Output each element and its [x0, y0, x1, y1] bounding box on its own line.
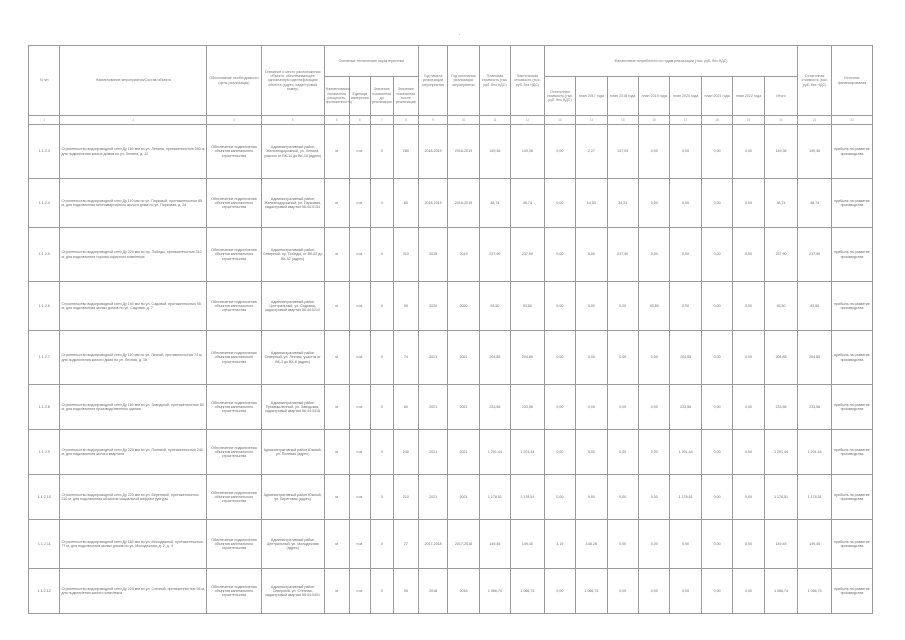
row-year-2017: 14,53 [576, 179, 607, 228]
row-name: Строительство водопроводной сети Ду 110 мм по ул. Лесной, протяженностью 74 м, для подключения жилого дома по ул. Лесная, д. 18 [60, 331, 207, 385]
col-header-cap-unit: Наименование показателя (мощность, протяженность) [324, 77, 349, 116]
row-cap-unit2: п.м. [349, 520, 370, 569]
row-cap-before: 0 [370, 520, 393, 569]
row-cap-after: 74 [393, 331, 418, 385]
table-row [29, 125, 873, 179]
row-cap-after: 95 [393, 282, 418, 331]
col-header-year-2021: план 2021 года [701, 77, 732, 116]
row-year-end: 2021 [448, 331, 479, 385]
col-number: 15 [607, 116, 638, 125]
row-year-2021: 0,00 [701, 385, 732, 430]
row-number: 1.1.2.10 [29, 475, 60, 520]
row-year-2020: 1 201,44 [670, 430, 701, 475]
row-cost-actual: 1 201,44 [511, 430, 545, 475]
row-cost-actual: 48,74 [511, 179, 545, 228]
row-total: 48,74 [764, 179, 798, 228]
row-year-2019: 0,00 [639, 569, 670, 614]
row-year-2018: 147,09 [607, 125, 638, 179]
col-number: 8 [393, 116, 418, 125]
row-year-2022: 0,00 [733, 179, 764, 228]
row-cap-after: 210 [393, 475, 418, 520]
row-cap-before: 0 [370, 430, 393, 475]
row-name: Строительство водопроводной сети Ду 110 мм по ул. Парковой, протяженностью 85 м, для подключения многоквартирного жилого дома по ул. Парковая, д. 24 [60, 179, 207, 228]
row-year-2022: 0,00 [733, 228, 764, 282]
row-number: 1.1.2.5 [29, 228, 60, 282]
row-year-2020: 1 178,51 [670, 475, 701, 520]
row-number: 1.1.2.3 [29, 125, 60, 179]
table-row [29, 475, 873, 520]
document-sheet [28, 45, 873, 614]
row-year-2022: 0,00 [733, 520, 764, 569]
row-cost-actual: 149,45 [511, 520, 545, 569]
col-header-year-2020: план 2020 года [670, 77, 701, 116]
row-description: Административный район Северный, ул. Лесная, участок от ВК-3 до ВК-6 (адрес) [261, 331, 324, 385]
row-cap-unit2: п.м. [349, 430, 370, 475]
row-description: Административный район Северный, ул. Степная, кадастровый квартал 56:44:0401 [261, 569, 324, 614]
row-cap-before: 0 [370, 228, 393, 282]
row-total: 1 066,74 [764, 569, 798, 614]
row-cap-before: 0 [370, 125, 393, 179]
row-remain: 0,00 [544, 331, 575, 385]
row-source: прибыль на развитие производства [831, 228, 872, 282]
row-remain: 0,00 [544, 282, 575, 331]
row-year-2022: 0,00 [733, 569, 764, 614]
row-total: 204,85 [764, 331, 798, 385]
row-year-2017: 2,27 [576, 125, 607, 179]
row-source: прибыль на развитие производства [831, 430, 872, 475]
col-number: 4 [261, 116, 324, 125]
row-year-2020: 0,00 [670, 282, 701, 331]
row-cost-prognosis: 1 178,51 [479, 475, 510, 520]
row-cap-after: 60 [393, 385, 418, 430]
row-year-2022: 0,00 [733, 331, 764, 385]
row-total: 237,90 [764, 228, 798, 282]
row-source: прибыль на развитие производства [831, 475, 872, 520]
row-remain: 0,00 [544, 125, 575, 179]
row-year-2021: 0,00 [701, 520, 732, 569]
col-header-finance-group: Финансовые потребности по годам реализации (тыс. руб. без НДС) [544, 46, 798, 77]
row-year-end: 2017-2018 [448, 520, 479, 569]
row-cap-unit2: п.м. [349, 385, 370, 430]
row-total: 233,56 [764, 385, 798, 430]
col-header-source: Источник финансирования [831, 46, 872, 116]
row-purpose: Обеспечение подключения объектов капитального строительства [207, 520, 262, 569]
row-cost-actual: 1 178,51 [511, 475, 545, 520]
row-year-2018: 0,00 [607, 331, 638, 385]
row-cap-before: 0 [370, 475, 393, 520]
row-description: Административный район Северный, пр. Победы, от ВК-52 до ВК-57 (адрес) [261, 228, 324, 282]
row-year-2019: 0,00 [639, 475, 670, 520]
row-name: Строительство водопроводной сети Ду 160 мм по ул. Молодежной, протяженностью 77 м, для подключения жилых домов по ул. Молодежная, д. 2, д. 4 [60, 520, 207, 569]
row-year-end: 2019 [448, 228, 479, 282]
col-header-remain-after: Остаточная стоимость (тыс. руб. без НДС) [798, 46, 832, 116]
row-year-2019: 0,00 [639, 430, 670, 475]
row-year-end: 2018-2019 [448, 179, 479, 228]
row-cap-before: 0 [370, 569, 393, 614]
row-year-start: 2021 [418, 331, 447, 385]
table-body [29, 116, 873, 614]
row-year-2019: 0,00 [639, 520, 670, 569]
row-cap-unit: м [324, 475, 349, 520]
row-year-2020: 233,56 [670, 385, 701, 430]
row-year-end: 2020 [448, 282, 479, 331]
row-year-2021: 0,00 [701, 331, 732, 385]
row-cap-unit: м [324, 430, 349, 475]
row-description: Административный район Южный, ул. Полевая (адрес) [261, 430, 324, 475]
row-year-2022: 0,00 [733, 125, 764, 179]
col-number: 5 [324, 116, 349, 125]
row-source: прибыль на развитие производства [831, 125, 872, 179]
row-source: прибыль на развитие производства [831, 385, 872, 430]
row-description: Административный район Промышленный, ул. Заводская, кадастровый квартал 56:44:0318 [261, 385, 324, 430]
row-year-2022: 0,00 [733, 282, 764, 331]
row-year-2019: 93,50 [639, 282, 670, 331]
row-total: 1 178,51 [764, 475, 798, 520]
row-remain-after: 149,36 [798, 125, 832, 179]
row-source: прибыль на развитие производства [831, 282, 872, 331]
row-cap-unit: м [324, 520, 349, 569]
row-year-2021: 0,00 [701, 475, 732, 520]
row-year-2017: 0,00 [576, 385, 607, 430]
row-year-start: 2021 [418, 430, 447, 475]
row-number: 1.1.2.11 [29, 520, 60, 569]
col-header-year-end: Год окончания реализации мероприятия [448, 46, 479, 116]
row-year-2020: 0,00 [670, 569, 701, 614]
row-year-2018: 0,00 [607, 282, 638, 331]
row-year-2017: 0,00 [576, 228, 607, 282]
row-year-2020: 0,00 [670, 179, 701, 228]
col-header-purpose: Обоснование необходимости (цель реализации) [207, 46, 262, 116]
table-row [29, 228, 873, 282]
row-year-2020: 0,00 [670, 228, 701, 282]
row-year-2018: 0,00 [607, 475, 638, 520]
row-name: Строительство водопроводной сети Ду 225 мм по ул. Береговой, протяженностью 210 м, для подключения объектов социальной инфраструктуры [60, 475, 207, 520]
row-cost-prognosis: 93,50 [479, 282, 510, 331]
row-cap-after: 77 [393, 520, 418, 569]
row-purpose: Обеспечение подключения объектов капитального строительства [207, 385, 262, 430]
column-number-row [29, 116, 873, 125]
row-cap-unit: м [324, 385, 349, 430]
table-row [29, 179, 873, 228]
row-source: прибыль на развитие производства [831, 179, 872, 228]
col-header-num: N п/п [29, 46, 60, 116]
row-year-2022: 0,00 [733, 475, 764, 520]
row-purpose: Обеспечение подключения объектов капитального строительства [207, 282, 262, 331]
row-remain-after: 1 201,44 [798, 430, 832, 475]
row-year-end: 2018-2019 [448, 125, 479, 179]
row-number: 1.1.2.9 [29, 430, 60, 475]
row-cap-unit2: п.м. [349, 282, 370, 331]
row-total: 149,45 [764, 520, 798, 569]
row-cap-before: 0 [370, 331, 393, 385]
col-number: 3 [207, 116, 262, 125]
table-row [29, 385, 873, 430]
row-year-2019: 0,00 [639, 179, 670, 228]
col-number: 11 [479, 116, 510, 125]
row-year-2021: 0,00 [701, 282, 732, 331]
row-year-2021: 0,00 [701, 125, 732, 179]
row-cap-before: 0 [370, 179, 393, 228]
row-year-2020: 204,85 [670, 331, 701, 385]
row-purpose: Обеспечение подключения объектов капитального строительства [207, 569, 262, 614]
row-year-start: 2018-2019 [418, 179, 447, 228]
row-year-2018: 0,00 [607, 385, 638, 430]
col-header-year-2018: план 2018 года [607, 77, 638, 116]
row-description: Административный район Центральный, ул. Садовая, кадастровый квартал 56:44:0210 [261, 282, 324, 331]
row-cost-prognosis: 204,85 [479, 331, 510, 385]
col-number: 13 [544, 116, 575, 125]
row-remain-after: 204,85 [798, 331, 832, 385]
col-header-name: Наименование мероприятия/Состав объекта [60, 46, 207, 116]
row-remain-after: 1 178,51 [798, 475, 832, 520]
col-header-total: Итого [764, 77, 798, 116]
col-header-year-2022: план 2022 года [733, 77, 764, 116]
col-header-cost-actual: Фактическая стоимость (тыс. руб. без НДС) [511, 46, 545, 116]
col-header-cap-before: Значение показателя до реализации [370, 77, 393, 116]
row-cost-actual: 237,90 [511, 228, 545, 282]
row-year-start: 2019 [418, 228, 447, 282]
row-cap-unit2: п.м. [349, 228, 370, 282]
row-name: Строительство водопроводной сети Ду 225 мм по пр. Победы, протяженностью 310 м, для подключения торгово-офисного комплекса [60, 228, 207, 282]
row-cost-actual: 93,50 [511, 282, 545, 331]
row-year-2019: 0,00 [639, 228, 670, 282]
row-year-start: 2018-2019 [418, 125, 447, 179]
row-year-start: 2021 [418, 475, 447, 520]
row-remain: 0,00 [544, 385, 575, 430]
row-purpose: Обеспечение подключения объектов капитального строительства [207, 475, 262, 520]
row-year-2017: 0,00 [576, 430, 607, 475]
row-remain-after: 237,90 [798, 228, 832, 282]
investment-program-table [28, 45, 873, 614]
col-number: 14 [576, 116, 607, 125]
row-year-start: 2020 [418, 282, 447, 331]
row-remain: 0,00 [544, 179, 575, 228]
col-number: 20 [764, 116, 798, 125]
row-purpose: Обеспечение подключения объектов капитального строительства [207, 179, 262, 228]
row-year-end: 2021 [448, 430, 479, 475]
row-cap-unit: м [324, 282, 349, 331]
row-year-end: 2018 [448, 569, 479, 614]
row-cost-prognosis: 1 066,74 [479, 569, 510, 614]
row-remain-after: 93,50 [798, 282, 832, 331]
table-row [29, 282, 873, 331]
row-cap-unit: м [324, 569, 349, 614]
row-name: Строительство водопроводной сети Ду 225 мм по ул. Полевой, протяженностью 240 м, для подключения жилого квартала [60, 430, 207, 475]
row-cost-prognosis: 149,36 [479, 125, 510, 179]
row-purpose: Обеспечение подключения объектов капитального строительства [207, 430, 262, 475]
row-cap-after: 240 [393, 430, 418, 475]
row-name: Строительство водопроводной сети Ду 160 мм по ул. Заводской, протяженностью 60 м, для подключения производственного здания [60, 385, 207, 430]
col-header-cap-after: Значение показателя после реализации [393, 77, 418, 116]
table-row [29, 331, 873, 385]
row-year-2022: 0,00 [733, 385, 764, 430]
row-cost-actual: 1 066,74 [511, 569, 545, 614]
row-year-2019: 0,00 [639, 385, 670, 430]
row-year-2017: 148,26 [576, 520, 607, 569]
row-year-start: 2021 [418, 385, 447, 430]
row-cost-prognosis: 233,56 [479, 385, 510, 430]
col-header-cap-unit2: Единица измерения [349, 77, 370, 116]
row-cost-prognosis: 48,74 [479, 179, 510, 228]
table-row [29, 430, 873, 475]
col-number: 9 [418, 116, 447, 125]
row-year-2018: 0,00 [607, 520, 638, 569]
row-cost-actual: 233,56 [511, 385, 545, 430]
row-remain: 0,00 [544, 569, 575, 614]
row-cap-unit: м [324, 125, 349, 179]
row-name: Строительство водопроводной сети Ду 225 мм по ул. Степной, протяженностью 95 м, для подключения жилого комплекса [60, 569, 207, 614]
row-year-2018: 34,21 [607, 179, 638, 228]
col-number: 6 [349, 116, 370, 125]
row-year-end: 2021 [448, 385, 479, 430]
row-cap-unit: м [324, 331, 349, 385]
row-cap-after: 310 [393, 228, 418, 282]
row-cap-unit2: п.м. [349, 179, 370, 228]
row-total: 149,36 [764, 125, 798, 179]
row-remain-after: 48,74 [798, 179, 832, 228]
col-header-year-2019: план 2019 года [639, 77, 670, 116]
row-year-2022: 0,00 [733, 430, 764, 475]
row-cost-prognosis: 237,90 [479, 228, 510, 282]
row-number: 1.1.2.8 [29, 385, 60, 430]
row-purpose: Обеспечение подключения объектов капитального строительства [207, 228, 262, 282]
row-year-2021: 0,00 [701, 430, 732, 475]
row-year-2019: 0,00 [639, 331, 670, 385]
row-year-end: 2021 [448, 475, 479, 520]
row-cap-after: 280 [393, 125, 418, 179]
row-cap-before: 0 [370, 282, 393, 331]
col-number: 17 [670, 116, 701, 125]
row-description: Административный район Южный, ул. Береговая (адрес) [261, 475, 324, 520]
row-year-2021: 0,00 [701, 179, 732, 228]
row-year-start: 2018 [418, 569, 447, 614]
row-description: Административный район Центральный, ул. Молодежная (адрес) [261, 520, 324, 569]
row-year-2018: 0,00 [607, 569, 638, 614]
col-header-cost-prognosis: Плановая стоимость (тыс. руб. без НДС) [479, 46, 510, 116]
row-source: прибыль на развитие производства [831, 569, 872, 614]
scan-speck [459, 34, 460, 35]
row-number: 1.1.2.6 [29, 282, 60, 331]
col-number: 1 [29, 116, 60, 125]
col-header-remain: Остаточная стоимость (тыс. руб. без НДС) [544, 77, 575, 116]
row-cap-after: 85 [393, 179, 418, 228]
row-purpose: Обеспечение подключения объектов капитального строительства [207, 125, 262, 179]
row-year-2018: 0,00 [607, 430, 638, 475]
table-row [29, 569, 873, 614]
row-name: Строительство водопроводной сети Ду 160 мм по ул. Садовой, протяженностью 95 м, для подключения жилых домов по ул. Садовая, д. 7 [60, 282, 207, 331]
col-header-description: Описание и место расположения объекта, обеспечивающее однозначную идентификацию объекта (адрес, кадастровый номер) [261, 46, 324, 116]
row-name: Строительство водопроводной сети Ду 160 мм по ул. Ленина, протяженностью 280 м, для подключения жилых домов по ул. Ленина, д. 12 [60, 125, 207, 179]
row-remain: 1,19 [544, 520, 575, 569]
row-cap-unit2: п.м. [349, 331, 370, 385]
row-year-2017: 1 066,74 [576, 569, 607, 614]
row-remain-after: 1 066,74 [798, 569, 832, 614]
row-remain: 0,00 [544, 475, 575, 520]
row-year-2018: 237,90 [607, 228, 638, 282]
col-number: 18 [701, 116, 732, 125]
row-year-2020: 0,00 [670, 520, 701, 569]
row-description: Административный район Железнодорожный, ул. Ленина, участок от ВК-14 до ВК-18 (адрес) [261, 125, 324, 179]
row-source: прибыль на развитие производства [831, 331, 872, 385]
col-header-year-start: Год начала реализации мероприятия [418, 46, 447, 116]
row-cap-unit2: п.м. [349, 125, 370, 179]
row-cost-prognosis: 1 201,44 [479, 430, 510, 475]
col-number: 19 [733, 116, 764, 125]
row-year-2017: 0,00 [576, 331, 607, 385]
row-description: Административный район Железнодорожный, ул. Парковая, кадастровый квартал 56:44:0134 [261, 179, 324, 228]
row-year-2017: 0,00 [576, 475, 607, 520]
col-number: 16 [639, 116, 670, 125]
col-number: 7 [370, 116, 393, 125]
col-number: 2 [60, 116, 207, 125]
row-year-2019: 0,00 [639, 125, 670, 179]
row-remain: 0,00 [544, 430, 575, 475]
row-purpose: Обеспечение подключения объектов капитального строительства [207, 331, 262, 385]
col-number: 10 [448, 116, 479, 125]
row-cap-unit: м [324, 228, 349, 282]
row-cap-unit: м [324, 179, 349, 228]
row-number: 1.1.2.12 [29, 569, 60, 614]
col-header-capacity-group: Основные технические характеристики [324, 46, 418, 77]
row-number: 1.1.2.4 [29, 179, 60, 228]
row-remain-after: 233,56 [798, 385, 832, 430]
row-year-2017: 0,00 [576, 282, 607, 331]
row-total: 93,50 [764, 282, 798, 331]
col-header-year-2017: план 2017 года [576, 77, 607, 116]
table-row [29, 520, 873, 569]
row-source: прибыль на развитие производства [831, 520, 872, 569]
row-cost-actual: 204,85 [511, 331, 545, 385]
row-total: 1 201,44 [764, 430, 798, 475]
row-remain-after: 149,45 [798, 520, 832, 569]
row-year-2021: 0,00 [701, 228, 732, 282]
row-cap-unit2: п.м. [349, 569, 370, 614]
row-cap-unit2: п.м. [349, 475, 370, 520]
col-number: 12 [511, 116, 545, 125]
row-remain: 0,00 [544, 228, 575, 282]
row-number: 1.1.2.7 [29, 331, 60, 385]
row-cap-before: 0 [370, 385, 393, 430]
row-year-2020: 0,00 [670, 125, 701, 179]
row-cost-actual: 149,36 [511, 125, 545, 179]
col-number: 22 [831, 116, 872, 125]
row-cap-after: 95 [393, 569, 418, 614]
col-number: 21 [798, 116, 832, 125]
row-year-2021: 0,00 [701, 569, 732, 614]
row-cost-prognosis: 149,45 [479, 520, 510, 569]
row-year-start: 2017-2018 [418, 520, 447, 569]
